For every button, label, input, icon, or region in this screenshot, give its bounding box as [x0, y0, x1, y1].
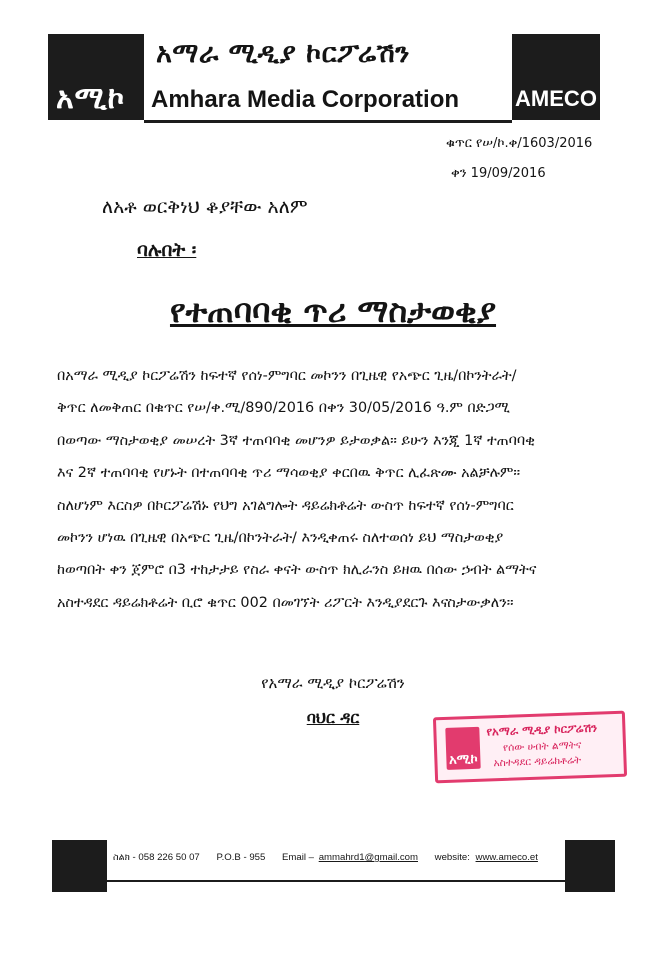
- footer-contact: [113, 852, 563, 863]
- footer-pobox: P.O.B - 955: [216, 852, 266, 863]
- org-name-english: Amhara Media Corporation: [151, 86, 460, 113]
- letter-body: [57, 360, 625, 619]
- signature-org: የአማራ ሚዲያ ኮርፖሬሽን: [261, 674, 405, 692]
- letter-date: ቀን 19/09/2016: [451, 166, 546, 181]
- recipient-name: ለአቶ ወርቅነህ ቆያቸው አለም: [102, 196, 308, 218]
- reference-number: ቁጥር የሠ/ኮ.ቀ/1603/2016: [446, 136, 593, 151]
- stamp-text-line: የአማራ ሚዲያ ኮርፖሬሽን: [486, 720, 598, 739]
- header-divider: [144, 120, 512, 123]
- logo-text: አሚኮ: [56, 81, 126, 116]
- body-line: ቅጥር ለመቅጠር በቁጥር የሠ/ቀ.ሚ/890/2016 በቀን 30/05/2016 ዓ.ም በድጋሚ: [57, 400, 510, 417]
- letter-title: የተጠባባቂ ጥሪ ማስታወቂያ: [169, 292, 497, 330]
- org-name-amharic: አማራ ሚዲያ ኮርፖሬሽን: [156, 38, 410, 69]
- footer-website-link[interactable]: www.ameco.et: [475, 852, 538, 863]
- footer-block-left: [52, 840, 107, 892]
- stamp-logo: [445, 727, 480, 770]
- stamp-logo-text: አሚኮ: [448, 751, 479, 768]
- footer-phone: ስልክ - 058 226 50 07: [113, 852, 200, 863]
- stamp-text-line: አስተዳደር ዳይሬክቶሬት: [493, 754, 582, 770]
- footer-email-link[interactable]: ammahrd1@gmail.com: [318, 852, 418, 863]
- footer-block-right: [565, 840, 615, 892]
- footer-website-label: website:: [434, 852, 470, 863]
- ameco-logo-text: AMECO: [515, 86, 597, 111]
- body-line: አስተዳደር ዳይሬክቶሬት ቢሮ ቁጥር 002 በመገኘት ሪፖርት እንዲያደርጉ እናስታውቃለን።: [57, 594, 514, 611]
- signature-city: ባህር ዳር: [306, 708, 360, 727]
- footer-email-label: Email –: [282, 852, 315, 863]
- body-line: እና 2ኛ ተጠባባቂ የሆኑት በተጠባባቂ ጥሪ ማሳወቂያ ቀርበዉ ቅጥር ሊፈጽሙ አልቻሉም።: [57, 465, 521, 482]
- footer-divider: [107, 880, 565, 882]
- amhara-media-logo: [48, 34, 144, 120]
- attention-line: ባሉበት ፡: [137, 239, 197, 261]
- ameco-logo: [512, 34, 600, 120]
- body-line: መኮንን ሆነዉ በጊዜዊ በአጭር ጊዜ/በኮንትራት/ እንዲቀጠሩ ስለተወሰነ ይህ ማስታወቂያ: [57, 530, 504, 547]
- official-stamp: [433, 711, 627, 784]
- body-line: በወጣው ማስታወቂያ መሠረት 3ኛ ተጠባባቂ መሆንዎ ይታወቃል። ይሁን እንጂ 1ኛ ተጠባባቂ: [57, 432, 535, 449]
- body-line: ከወጣበት ቀን ጀምሮ በ3 ተከታታይ የስራ ቀናት ውስጥ ክሊራንስ ይዘዉ በሰው ኃብት ልማትና: [57, 562, 537, 579]
- stamp-text-line: የሰው ሀብት ልማትና: [502, 739, 582, 754]
- body-line: በአማራ ሚዲያ ኮርፖሬሽን ከፍተኛ የሰነ-ምግባር መኮንን በጊዜዊ የአጭር ጊዜ/በኮንትራት/: [57, 368, 517, 384]
- body-line: ስለሆነም እርስዎ በኮርፖሬሽኑ የህግ አገልግሎት ዳይሬክቶሬት ውስጥ ከፍተኛ የሰነ-ምግባር: [57, 497, 514, 514]
